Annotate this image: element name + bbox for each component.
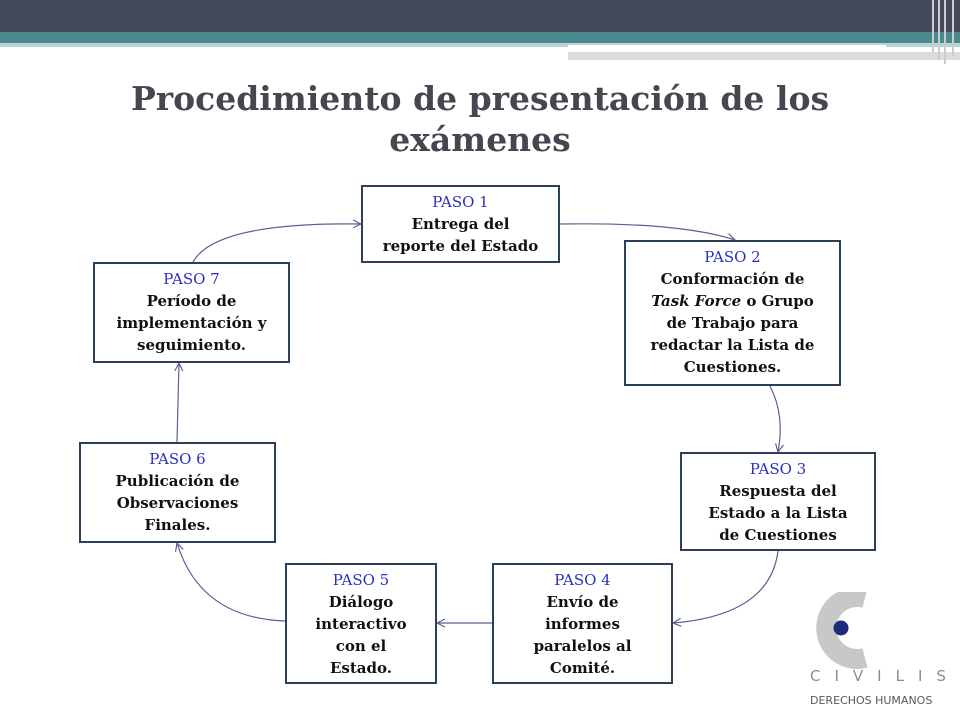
step-4-label: PASO 4 (554, 571, 611, 589)
arrow-step2-step3 (770, 386, 780, 452)
step-2-line: Cuestiones. (683, 358, 782, 376)
step-3-box (680, 452, 876, 551)
step-4-line: Envío de (546, 593, 619, 611)
step-3-line: de Cuestiones (719, 526, 837, 544)
step-7-line: Período de (146, 292, 237, 310)
step-6-line: Observaciones (116, 494, 239, 512)
step-4-line: paralelos al (533, 637, 632, 655)
step-1-box (361, 185, 560, 263)
step-7-label: PASO 7 (163, 270, 220, 288)
step-5-line: con el (335, 637, 387, 655)
step-3-label: PASO 3 (749, 460, 807, 478)
step-2-line: redactar la Lista de (650, 336, 815, 354)
step-5-box (285, 563, 437, 684)
logo-subtitle: DERECHOS HUMANOS (810, 694, 933, 707)
step-2-line: Conformación de (660, 270, 805, 288)
step-2-box (624, 240, 841, 386)
step-7-line: implementación y (116, 314, 267, 332)
step-4-line: Comité. (549, 659, 616, 677)
arrow-step5-step6 (177, 543, 285, 621)
step-1-line: Entrega del (411, 215, 510, 233)
step-2-line: de Trabajo para (666, 314, 799, 332)
step-3-line: Respuesta del (719, 482, 837, 500)
step-1-label: PASO 1 (432, 193, 489, 211)
step-3-line: Estado a la Lista (708, 504, 848, 522)
step-5-line: interactivo (315, 615, 407, 633)
step-7-line: seguimiento. (137, 336, 246, 354)
arrow-step6-step7 (177, 363, 179, 442)
step-5-label: PASO 5 (332, 571, 390, 589)
step-6-label: PASO 6 (149, 450, 206, 468)
step-6-box (79, 442, 276, 543)
step-4-box (492, 563, 673, 684)
step-6-line: Publicación de (115, 472, 240, 490)
step-6-line: Finales. (144, 516, 211, 534)
step-4-line: informes (545, 615, 620, 633)
arrow-step1-step2 (560, 224, 735, 240)
step-2-italic-term: Task Force (651, 292, 742, 310)
arrow-step3-step4 (673, 551, 778, 623)
step-7-box (93, 262, 290, 363)
logo-wordmark: CIVILIS (810, 667, 960, 685)
step-1-line: reporte del Estado (382, 237, 539, 255)
step-5-line: Estado. (330, 659, 392, 677)
step-2-label: PASO 2 (704, 248, 761, 266)
step-5-line: Diálogo (328, 593, 394, 611)
step-2-line: Task Force o Grupo (651, 292, 814, 310)
slide-title: Procedimiento de presentación de los exámenes (130, 79, 830, 159)
arrow-step7-step1 (193, 224, 361, 262)
